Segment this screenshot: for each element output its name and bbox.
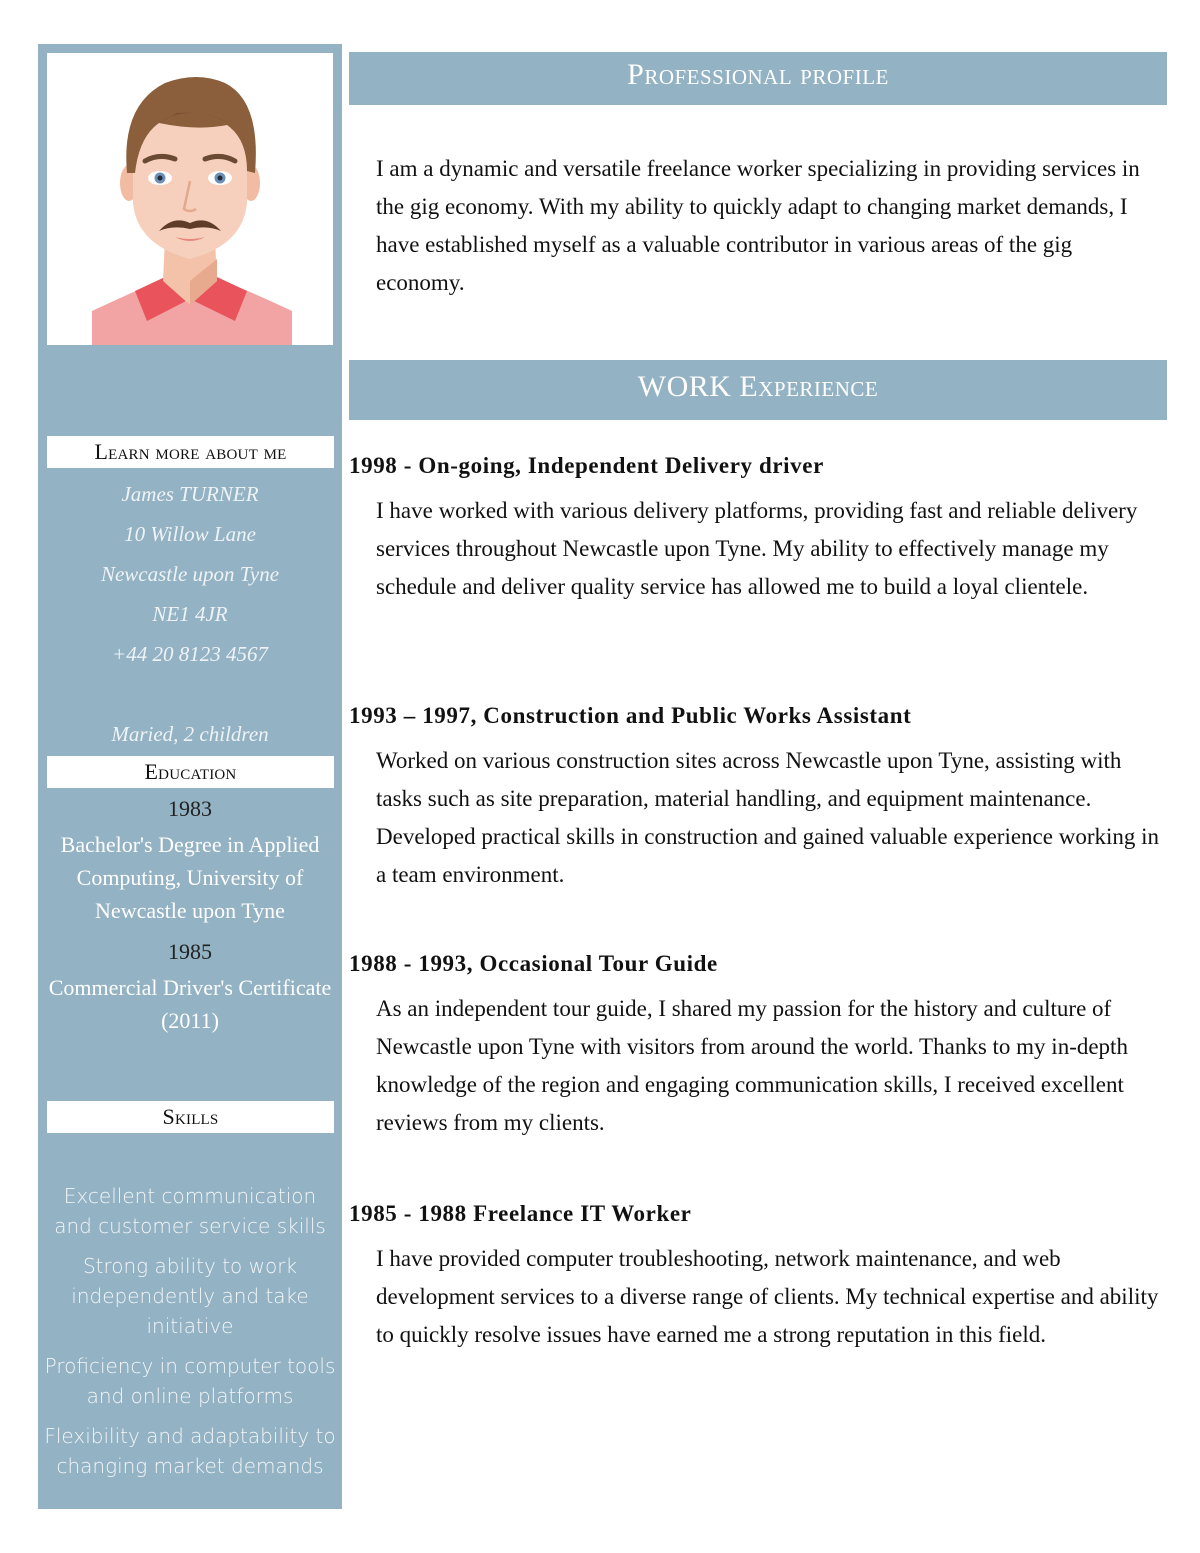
education-label: Education xyxy=(47,756,334,788)
education-year: 1983 xyxy=(168,796,212,821)
job-entry xyxy=(349,700,1169,894)
job-entry xyxy=(349,450,1169,606)
contact-phone: +44 20 8123 4567 xyxy=(112,642,268,666)
job-title: 1985 - 1988 Freelance IT Worker xyxy=(349,1201,692,1226)
job-description: I have provided computer troubleshooting, network maintenance, and web development services to a diverse range of clients. My technical expertise and ability to quickly resolve issues have earned me a strong reputation in this field. xyxy=(376,1246,1159,1347)
job-description: As an independent tour guide, I shared my passion for the history and culture of Newcastle upon Tyne with visitors from around the world. Thanks to my in-depth knowledge of the region and engaging communication skills, I received excellent reviews from my clients. xyxy=(376,996,1128,1135)
profile-heading: Professional profile xyxy=(349,52,1167,105)
contact-info xyxy=(38,474,342,754)
job-title: 1998 - On-going, Independent Delivery driver xyxy=(349,453,824,478)
education-degree: Bachelor's Degree in Applied Computing, University of Newcastle upon Tyne xyxy=(60,832,320,923)
skill-item: Proficiency in computer tools and online platforms xyxy=(44,1354,336,1408)
profile-photo xyxy=(47,53,333,345)
job-description: I have worked with various delivery platforms, providing fast and reliable delivery services throughout Newcastle upon Tyne. My ability to effectively manage my schedule and deliver quality service has allowed me to build a loyal clientele. xyxy=(376,498,1138,599)
male-avatar-icon xyxy=(47,53,333,345)
education-degree: Commercial Driver's Certificate (2011) xyxy=(48,975,332,1033)
sidebar xyxy=(38,44,342,1509)
job-title: 1988 - 1993, Occasional Tour Guide xyxy=(349,951,718,976)
education-list xyxy=(44,790,336,1043)
skill-item: Flexibility and adaptability to changing market demands xyxy=(44,1424,336,1478)
skill-item: Excellent communication and customer service skills xyxy=(54,1184,326,1238)
skills-label: Skills xyxy=(47,1101,334,1133)
skill-item: Strong ability to work independently and take initiative xyxy=(71,1254,309,1338)
job-entry xyxy=(349,948,1169,1142)
learn-more-label: Learn more about me xyxy=(47,436,334,468)
contact-postcode: NE1 4JR xyxy=(152,602,228,626)
profile-text: I am a dynamic and versatile freelance worker specializing in providing services in the gig economy. With my ability to quickly adapt to changing market demands, I have established myself as a valuable contributor in various areas of the gig economy. xyxy=(376,156,1140,295)
skills-list xyxy=(44,1181,336,1491)
job-entry xyxy=(349,1198,1169,1354)
contact-spacer xyxy=(38,674,342,714)
contact-family: Maried, 2 children xyxy=(111,722,269,746)
contact-city: Newcastle upon Tyne xyxy=(100,562,280,586)
work-experience-heading: WORK Experience xyxy=(349,360,1167,420)
contact-name: James TURNER xyxy=(121,482,259,506)
contact-street: 10 Willow Lane xyxy=(124,522,256,546)
education-year: 1985 xyxy=(168,939,212,964)
job-title: 1993 – 1997, Construction and Public Works Assistant xyxy=(349,703,912,728)
job-description: Worked on various construction sites across Newcastle upon Tyne, assisting with tasks such as site preparation, material handling, and equipment maintenance. Developed practical skills in construction and gained valuable experience working in a team environment. xyxy=(376,748,1160,887)
